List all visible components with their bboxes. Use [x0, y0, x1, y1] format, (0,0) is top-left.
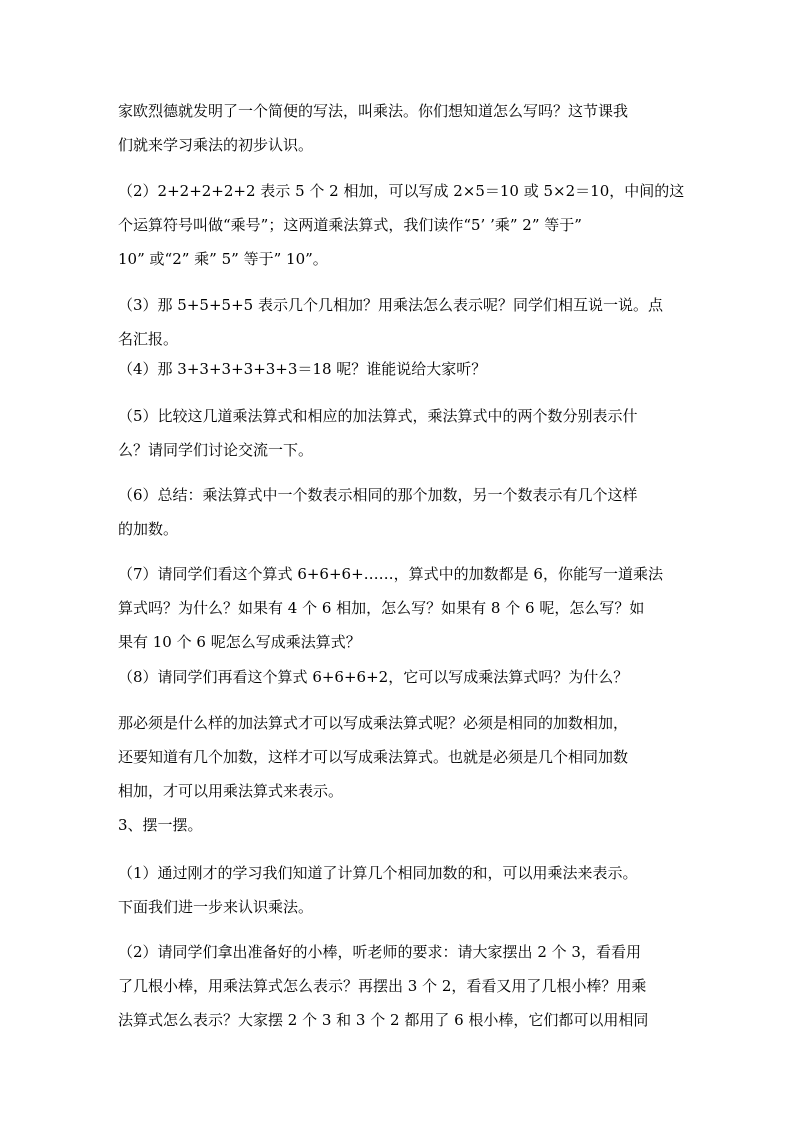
text-line: （2）2+2+2+2+2 表示 5 个 2 相加，可以写成 2×5＝10 或 5×2＝10，中间的这: [118, 182, 685, 200]
paragraph-step-5: [118, 399, 678, 467]
text-line: 家欧烈德就发明了一个简便的写法，叫乘法。你们想知道怎么写吗？这节课我: [118, 102, 629, 120]
paragraph-intro: [118, 94, 678, 162]
paragraph-step-6: [118, 478, 678, 546]
text-line: （5）比较这几道乘法算式和相应的加法算式，乘法算式中的两个数分别表示什: [118, 407, 638, 425]
text-line: 下面我们进一步来认识乘法。: [118, 898, 314, 916]
paragraph-step-8: [118, 660, 678, 694]
paragraph-explanation: [118, 706, 678, 808]
text-line: 法算式怎么表示？大家摆 2 个 3 和 3 个 2 都用了 6 根小棒，它们都可以用相同: [118, 1011, 649, 1029]
text-line: 了几根小棒，用乘法算式怎么表示？再摆出 3 个 2，看看又用了几根小棒？用乘: [118, 977, 647, 995]
paragraph-arrange-1: [118, 856, 678, 924]
text-line: 果有 10 个 6 呢怎么写成乘法算式？: [118, 633, 361, 651]
text-line: （7）请同学们看这个算式 6+6+6+……，算式中的加数都是 6，你能写一道乘法: [118, 565, 663, 583]
text-line: 那必须是什么样的加法算式才可以写成乘法算式呢？必须是相同的加数相加，: [118, 714, 629, 732]
text-line: （3）那 5+5+5+5 表示几个几相加？用乘法怎么表示呢？同学们相互说一说。点: [118, 296, 663, 314]
paragraph-step-2: [118, 174, 685, 276]
paragraph-arrange-2: [118, 935, 678, 1037]
text-line: 么？请同学们讨论交流一下。: [118, 441, 314, 459]
text-line: 3、摆一摆。: [118, 816, 203, 834]
text-line: 还要知道有几个加数，这样才可以写成乘法算式。也就是必须是几个相同加数: [118, 748, 629, 766]
paragraph-step-3: [118, 288, 678, 356]
text-line: 名汇报。: [118, 330, 179, 348]
text-line: 相加，才可以用乘法算式来表示。: [118, 782, 344, 800]
text-line: 的加数。: [118, 520, 179, 538]
text-line: （6）总结：乘法算式中一个数表示相同的那个加数，另一个数表示有几个这样: [118, 486, 638, 504]
text-line: 算式吗？为什么？如果有 4 个 6 相加，怎么写？如果有 8 个 6 呢，怎么写？如: [118, 599, 645, 617]
section-heading: [118, 808, 678, 842]
text-line: 们就来学习乘法的初步认识。: [118, 136, 314, 154]
text-line: （2）请同学们拿出准备好的小棒，听老师的要求：请大家摆出 2 个 3，看看用: [118, 943, 641, 961]
text-line: （4）那 3+3+3+3+3+3＝18 呢？谁能说给大家听？: [118, 360, 487, 378]
text-line: （1）通过刚才的学习我们知道了计算几个相同加数的和，可以用乘法来表示。: [118, 864, 638, 882]
paragraph-step-4: [118, 352, 678, 386]
text-line: 个运算符号叫做“乘号”；这两道乘法算式，我们读作“5’ ’乘” 2” 等于”: [118, 216, 582, 234]
text-line: 10” 或“2” 乘” 5” 等于” 10”。: [118, 250, 328, 268]
paragraph-step-7: [118, 557, 678, 659]
text-line: （8）请同学们再看这个算式 6+6+6+2，它可以写成乘法算式吗？为什么？: [118, 668, 629, 686]
